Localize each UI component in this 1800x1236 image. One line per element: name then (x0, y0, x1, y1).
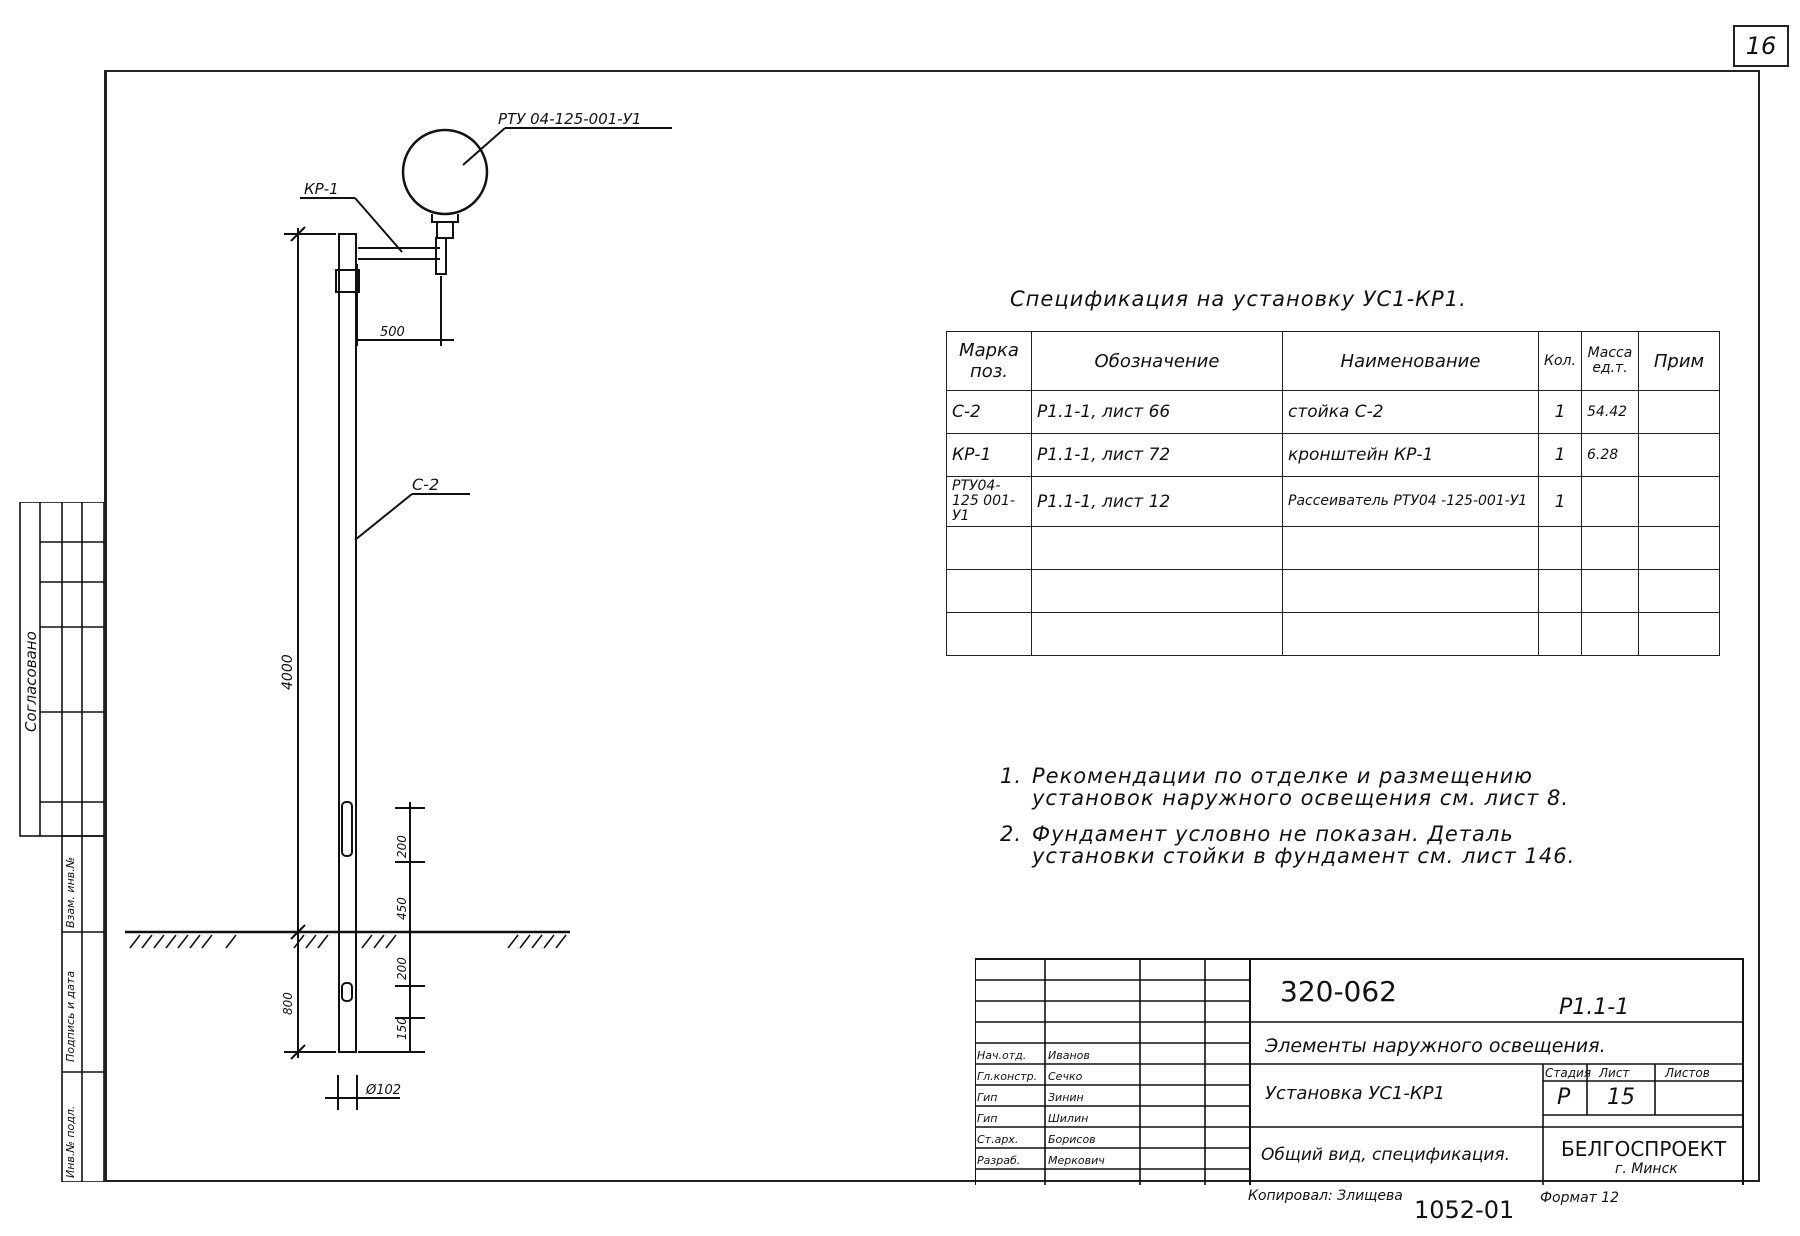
table-row-empty (947, 570, 1720, 613)
left-stamp (18, 502, 104, 1182)
left-stamp-grid (18, 502, 104, 1182)
table-row-empty (947, 527, 1720, 570)
cell-designation: Р1.1-1, лист 72 (1032, 434, 1283, 477)
inventory-number: 1052-01 (1414, 1196, 1515, 1224)
spec-table (946, 331, 1720, 656)
cell-mass: 6.28 (1582, 434, 1639, 477)
person-name: Меркович (1048, 1154, 1105, 1167)
spec-col-name: Наименование (1283, 332, 1539, 391)
note-number: 2. (1000, 822, 1023, 846)
table-row (947, 477, 1720, 527)
spec-col-designation: Обозначение (1032, 332, 1283, 391)
dim-embed: 800 (281, 992, 295, 1015)
dim-pole: 4000 (280, 654, 296, 690)
spec-col-mark: Марка поз. (947, 332, 1032, 391)
pole-label: С-2 (412, 475, 440, 494)
stamp-sign-date: Подпись и дата (64, 970, 77, 1062)
copied-by: Копировал: Злищева (1248, 1188, 1403, 1204)
lamp-globe (403, 130, 487, 214)
person-name: Иванов (1048, 1049, 1090, 1062)
names-column (1048, 1045, 1105, 1171)
cell-designation: Р1.1-1, лист 66 (1032, 391, 1283, 434)
note-line: Рекомендации по отделке и размещению (1032, 764, 1533, 788)
series-code: Р1.1-1 (1559, 995, 1630, 1020)
pole (339, 234, 356, 1052)
cell-qty: 1 (1539, 391, 1582, 434)
dim-lower1: 200 (395, 957, 409, 980)
cell-qty: 1 (1539, 434, 1582, 477)
stage-value: Р (1557, 1085, 1571, 1110)
person-name: Сечко (1048, 1070, 1083, 1083)
cell-mass: 54.42 (1582, 391, 1639, 434)
dim-lower2: 150 (395, 1017, 409, 1040)
note-item (1000, 823, 1575, 867)
bracket-label: КР-1 (304, 180, 339, 198)
stamp-replace-inv: Взам. инв.№ (64, 856, 77, 928)
stage-label: Стадия (1545, 1066, 1592, 1080)
person-name: Шилин (1048, 1112, 1089, 1125)
sheet-value: 15 (1607, 1085, 1635, 1110)
cell-name: Рассеиватель РТУ04 -125-001-У1 (1283, 477, 1539, 527)
page-number: 16 (1733, 25, 1789, 67)
spec-col-qty: Кол. (1539, 332, 1582, 391)
spec-header-row (947, 332, 1720, 391)
cell-mark: С-2 (947, 391, 1032, 434)
cell-name: стойка С-2 (1283, 391, 1539, 434)
sheet-title: Общий вид, спецификация. (1261, 1145, 1511, 1165)
spec-col-mass: Масса ед.т. (1582, 332, 1639, 391)
lamp-label: РТУ 04-125-001-У1 (498, 110, 642, 128)
roles-column (977, 1045, 1037, 1171)
subtitle: Элементы наружного освещения. (1265, 1035, 1606, 1057)
person-name: Борисов (1048, 1133, 1096, 1146)
org-city: г. Минск (1615, 1161, 1678, 1177)
dim-diameter: Ø102 (366, 1083, 402, 1098)
notes (1000, 765, 1575, 881)
cell-designation: Р1.1-1, лист 12 (1032, 477, 1283, 527)
note-item (1000, 765, 1575, 809)
cell-note (1639, 434, 1720, 477)
object-name: Установка УС1-КР1 (1265, 1083, 1445, 1104)
cell-name: кронштейн КР-1 (1283, 434, 1539, 477)
role: Разраб. (977, 1154, 1021, 1167)
role: Гип (977, 1091, 998, 1104)
cell-mass (1582, 477, 1639, 527)
role: Нач.отд. (977, 1049, 1027, 1062)
role: Гл.констр. (977, 1070, 1038, 1083)
dim-bracket: 500 (380, 325, 405, 340)
spec-title: Спецификация на установку УС1-КР1. (1010, 287, 1467, 311)
org-name: БЕЛГОСПРОЕКТ (1561, 1137, 1727, 1161)
note-line: установок наружного освещения см. лист 8. (1032, 786, 1570, 810)
note-line: установки стойки в фундамент см. лист 146. (1032, 844, 1576, 868)
format-label: Формат 12 (1540, 1190, 1620, 1206)
table-row-empty (947, 613, 1720, 656)
note-number: 1. (1000, 764, 1023, 788)
table-row (947, 434, 1720, 477)
cell-note (1639, 477, 1720, 527)
dim-upper1: 200 (395, 835, 409, 858)
sheet-label: Лист (1599, 1066, 1630, 1080)
title-block (975, 955, 1745, 1185)
role: Гип (977, 1112, 998, 1125)
sheets-label: Листов (1665, 1066, 1710, 1080)
cell-mark: КР-1 (947, 434, 1032, 477)
dim-upper2: 450 (395, 897, 409, 920)
note-line: Фундамент условно не показан. Деталь (1032, 822, 1514, 846)
cell-note (1639, 391, 1720, 434)
cell-qty: 1 (1539, 477, 1582, 527)
cell-mark: РТУ04-125 001-У1 (947, 477, 1032, 527)
stamp-inv-orig: Инв.№ подл. (64, 1105, 77, 1178)
project-code: 320-062 (1280, 975, 1397, 1008)
table-row (947, 391, 1720, 434)
stamp-agreed: Согласовано (22, 631, 40, 732)
spec-col-note: Прим (1639, 332, 1720, 391)
role: Ст.арх. (977, 1133, 1019, 1146)
person-name: Зинин (1048, 1091, 1084, 1104)
